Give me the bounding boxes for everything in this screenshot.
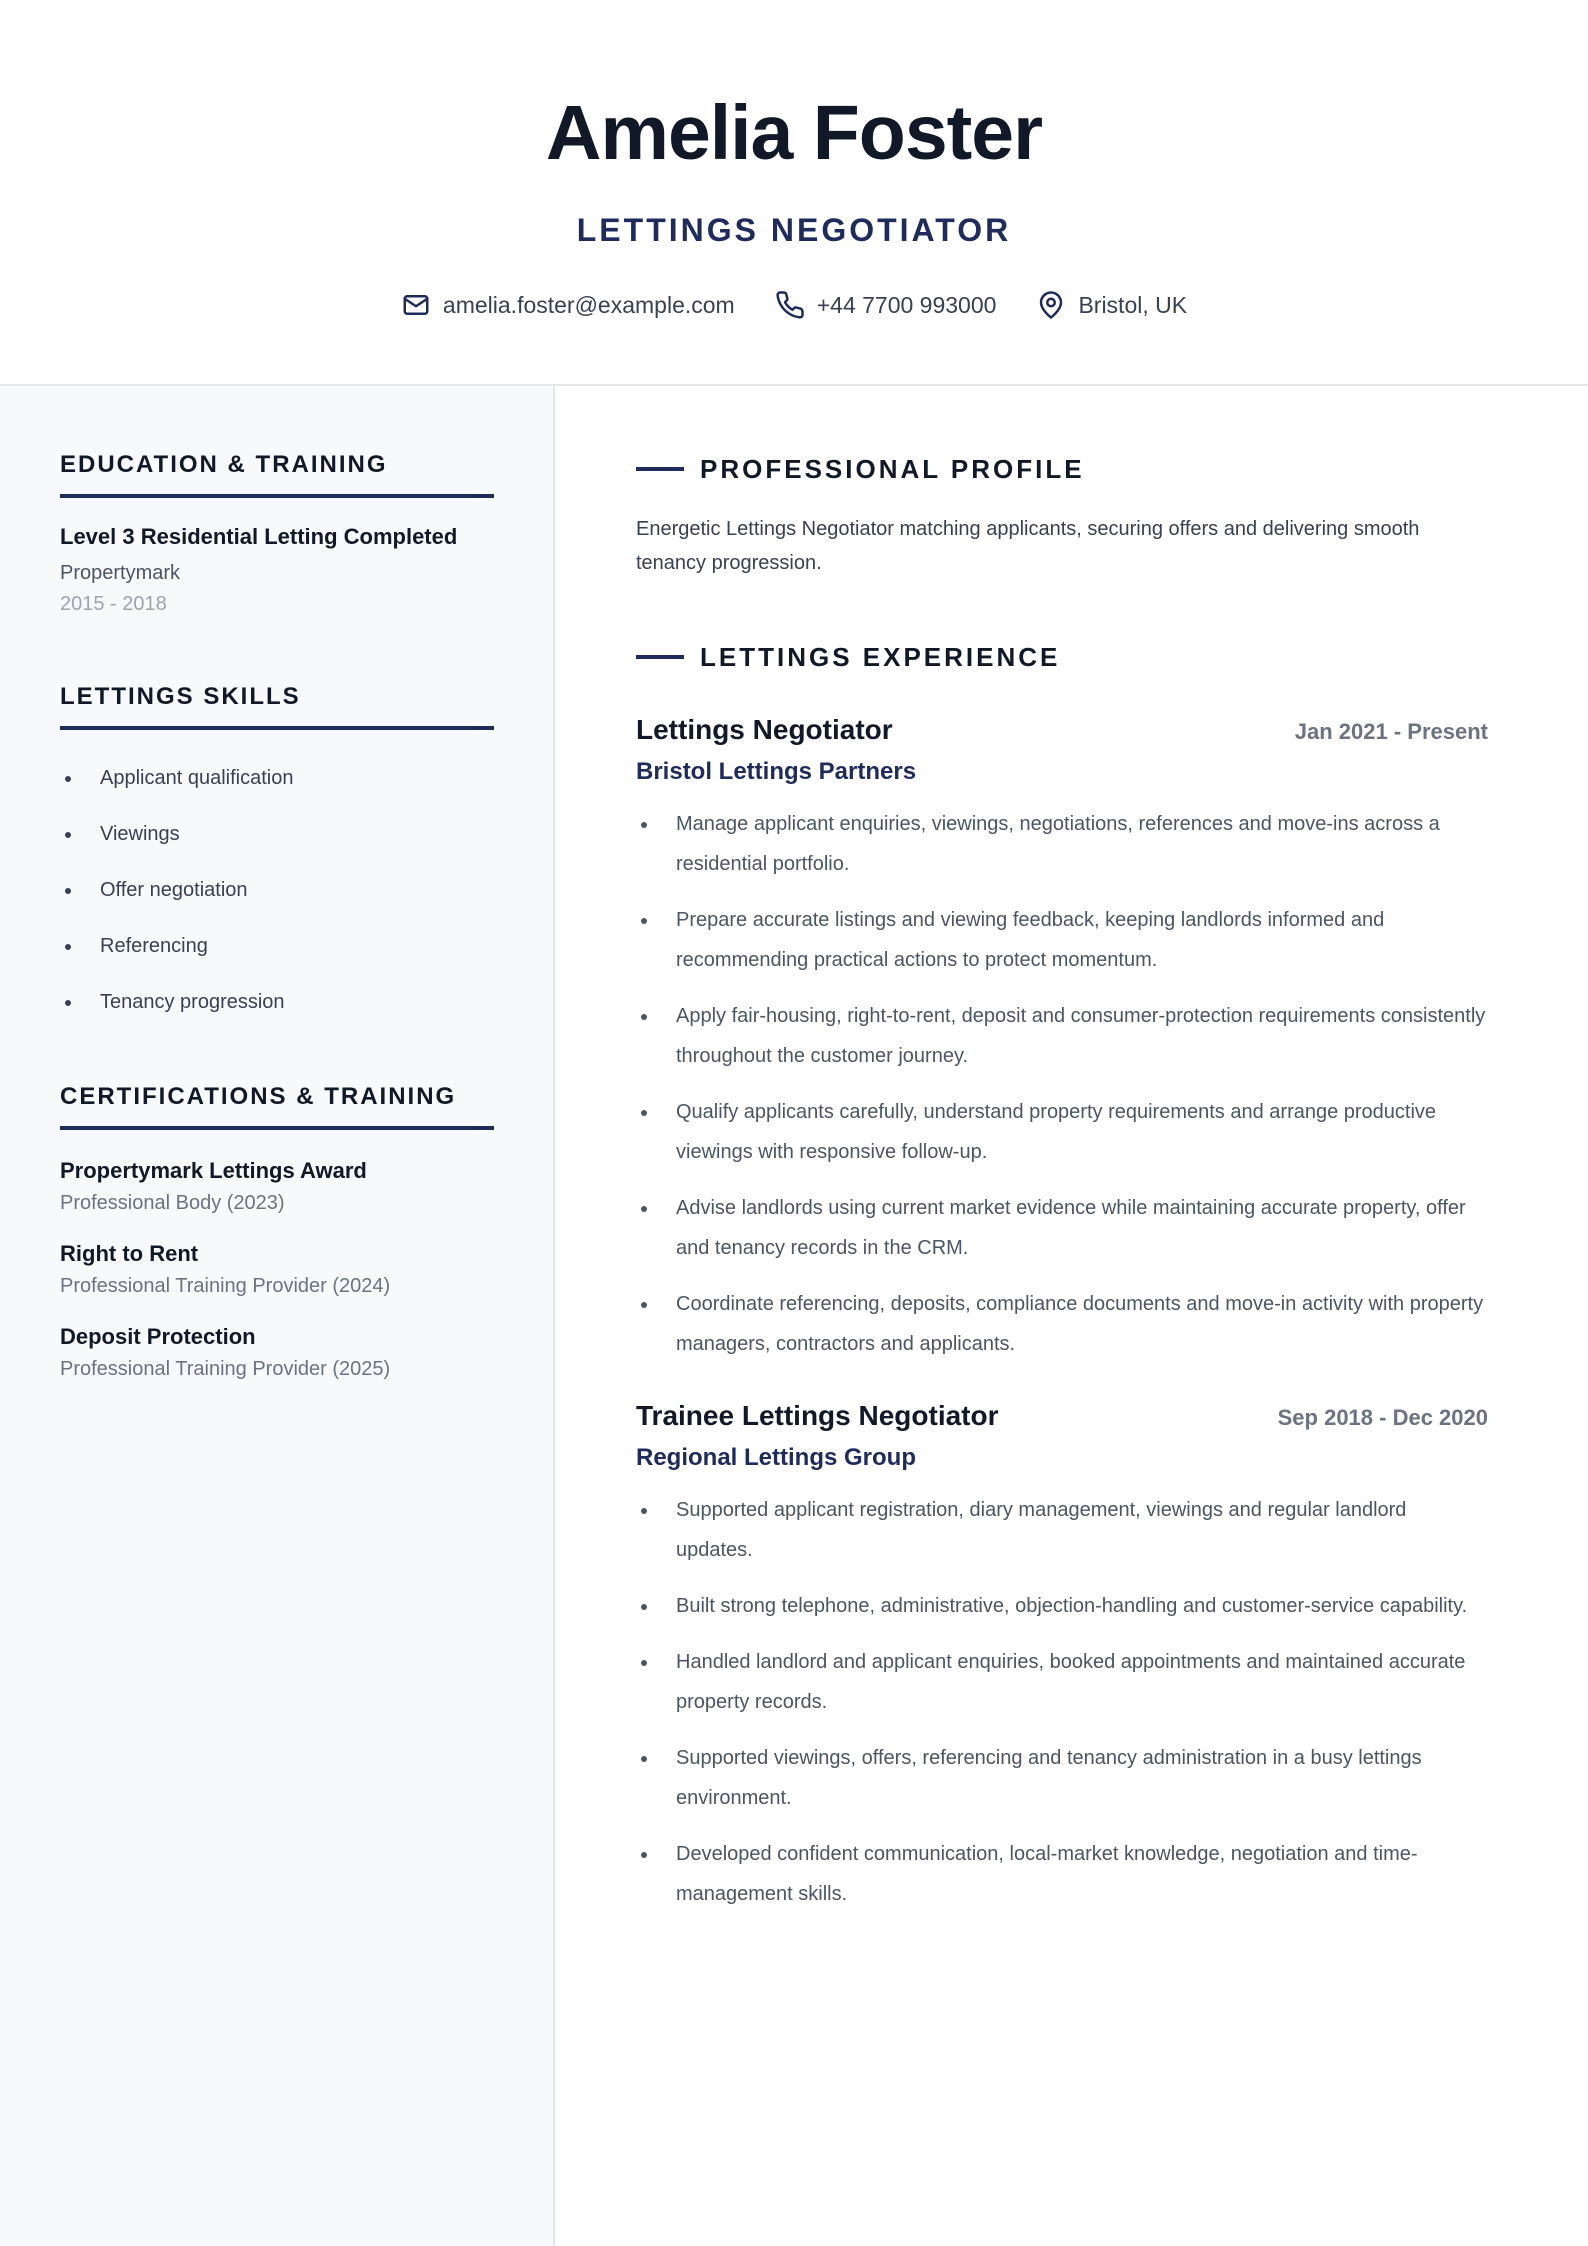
job-bullet: Apply fair-housing, right-to-rent, deposit and consumer-protection requirements consistently throughout the customer journey. [636, 996, 1488, 1076]
certification-org: Professional Training Provider (2024) [60, 1275, 391, 1297]
profile-summary: Energetic Lettings Negotiator matching applicants, securing offers and delivering smooth tenancy progression. [636, 518, 1420, 574]
job-bullet: Handled landlord and applicant enquiries, booked appointments and maintained accurate property records. [636, 1642, 1488, 1722]
job-bullet: Supported applicant registration, diary management, viewings and regular landlord updates. [636, 1490, 1488, 1570]
education-heading: EDUCATION & TRAINING [60, 450, 494, 498]
skills-list [60, 750, 494, 1030]
skill-item: Tenancy progression [60, 974, 494, 1030]
location-text: Bristol, UK [1078, 291, 1188, 318]
job-company: Bristol Lettings Partners [636, 758, 917, 785]
education-degree: Level 3 Residential Letting Completed [60, 524, 458, 549]
skill-item: Offer negotiation [60, 862, 494, 918]
job-bullets [636, 1490, 1488, 1914]
contact-bar [0, 290, 1588, 320]
profile-section [636, 452, 1488, 580]
certification-title: Propertymark Lettings Award [60, 1158, 367, 1183]
job-company: Regional Lettings Group [636, 1444, 916, 1471]
certification-title: Deposit Protection [60, 1324, 256, 1349]
main-column [636, 452, 1488, 1930]
email-text: amelia.foster@example.com [442, 291, 735, 318]
contact-location [1036, 290, 1187, 320]
job-bullets [636, 804, 1488, 1364]
certification-title: Right to Rent [60, 1241, 199, 1266]
experience-heading-text: LETTINGS EXPERIENCE [700, 642, 1061, 672]
contact-phone[interactable] [775, 290, 997, 320]
experience-section [636, 640, 1488, 1914]
job-bullet: Prepare accurate listings and viewing feedback, keeping landlords informed and recommending practical actions to protect momentum. [636, 900, 1488, 980]
certifications-heading: CERTIFICATIONS & TRAINING [60, 1082, 494, 1130]
job-bullet: Manage applicant enquiries, viewings, negotiations, references and move-ins across a residential portfolio. [636, 804, 1488, 884]
certification-org: Professional Training Provider (2025) [60, 1358, 391, 1380]
job-title: Lettings Negotiator [636, 714, 893, 745]
skill-item: Applicant qualification [60, 750, 494, 806]
mail-icon [401, 290, 431, 320]
job-entry [636, 1400, 1488, 1914]
profile-heading [636, 452, 1488, 486]
job-role: LETTINGS NEGOTIATOR [576, 212, 1012, 248]
skills-section [60, 682, 494, 1030]
experience-heading [636, 640, 1488, 674]
job-entry [636, 714, 1488, 1364]
certification-item [60, 1241, 494, 1298]
skill-item: Referencing [60, 918, 494, 974]
location-pin-icon [1036, 290, 1066, 320]
heading-accent-bar [636, 655, 684, 659]
sidebar [0, 386, 555, 2246]
resume-header [0, 0, 1588, 386]
education-section [60, 450, 494, 616]
phone-text: +44 7700 993000 [816, 291, 997, 318]
job-bullet: Coordinate referencing, deposits, compliance documents and move-in activity with property managers, contractors and applicants. [636, 1284, 1488, 1364]
certification-item [60, 1324, 494, 1381]
job-header [636, 1400, 1488, 1432]
skill-item: Viewings [60, 806, 494, 862]
job-title: Trainee Lettings Negotiator [636, 1400, 999, 1431]
job-bullet: Qualify applicants carefully, understand property requirements and arrange productive viewings with responsive follow-up. [636, 1092, 1488, 1172]
phone-icon [775, 290, 805, 320]
certification-item [60, 1158, 494, 1215]
certification-org: Professional Body (2023) [60, 1192, 285, 1214]
job-bullet: Built strong telephone, administrative, objection-handling and customer-service capability. [636, 1586, 1488, 1626]
profile-heading-text: PROFESSIONAL PROFILE [700, 454, 1085, 484]
job-header [636, 714, 1488, 746]
education-school: Propertymark [60, 562, 181, 584]
job-bullet: Advise landlords using current market evidence while maintaining accurate property, offer and tenancy records in the CRM. [636, 1188, 1488, 1268]
education-dates: 2015 - 2018 [60, 593, 167, 615]
heading-accent-bar [636, 467, 684, 471]
candidate-name: Amelia Foster [545, 90, 1043, 176]
certifications-section [60, 1082, 494, 1381]
job-dates: Jan 2021 - Present [1294, 719, 1488, 744]
skills-heading: LETTINGS SKILLS [60, 682, 494, 730]
job-bullet: Developed confident communication, local-market knowledge, negotiation and time-management skills. [636, 1834, 1488, 1914]
contact-email[interactable] [401, 290, 735, 320]
job-dates: Sep 2018 - Dec 2020 [1277, 1405, 1488, 1430]
job-bullet: Supported viewings, offers, referencing and tenancy administration in a busy lettings environment. [636, 1738, 1488, 1818]
